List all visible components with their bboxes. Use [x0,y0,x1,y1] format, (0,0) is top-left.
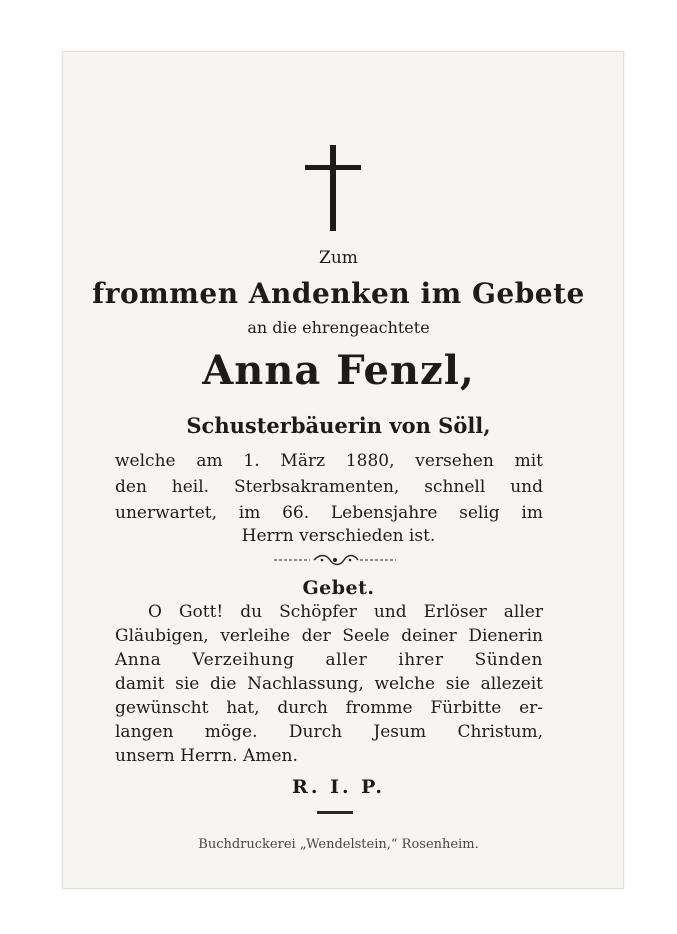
text-line: unerwartet, im 66. Lebensjahre selig im [115,503,543,523]
text-last-line: Herrn verschieden ist. [241,526,436,546]
prayer-last-line: unsern Herrn. Amen. [115,746,298,766]
prayer-line: langen möge. Durch Jesum Christum, [115,722,543,742]
heading: frommen Andenken im Gebete [92,277,585,310]
prayer-line: damit sie die Nachlassung, welche sie allezeit [115,674,543,694]
text-line: den heil. Sterbsakramenten, schnell und [115,477,543,497]
addressed-to: an die ehrengeachtete [247,318,430,337]
printer-imprint: Buchdruckerei „Wendelstein,“ Rosenheim. [198,837,479,852]
occupation: Schusterbäuerin von Söll, [186,413,491,438]
prayer-title: Gebet. [302,577,375,599]
divider-rule [317,811,353,814]
prayer-line: Gläubigen, verleihe der Seele deiner Dienerin [115,626,543,646]
cross-icon [303,143,363,233]
prayer-line: Anna Verzeihung aller ihrer Sünden [115,650,543,670]
prayer-line: gewünscht hat, durch fromme Fürbitte er- [115,698,543,718]
rip-text: R. I. P. [292,776,385,798]
text-line: welche am 1. März 1880, versehen mit [115,451,543,471]
prayer-line: O Gott! du Schöpfer und Erlöser aller [148,602,543,622]
intro-text: Zum [319,248,358,268]
deceased-name: Anna Fenzl, [202,347,475,394]
ornament-divider [270,552,400,568]
